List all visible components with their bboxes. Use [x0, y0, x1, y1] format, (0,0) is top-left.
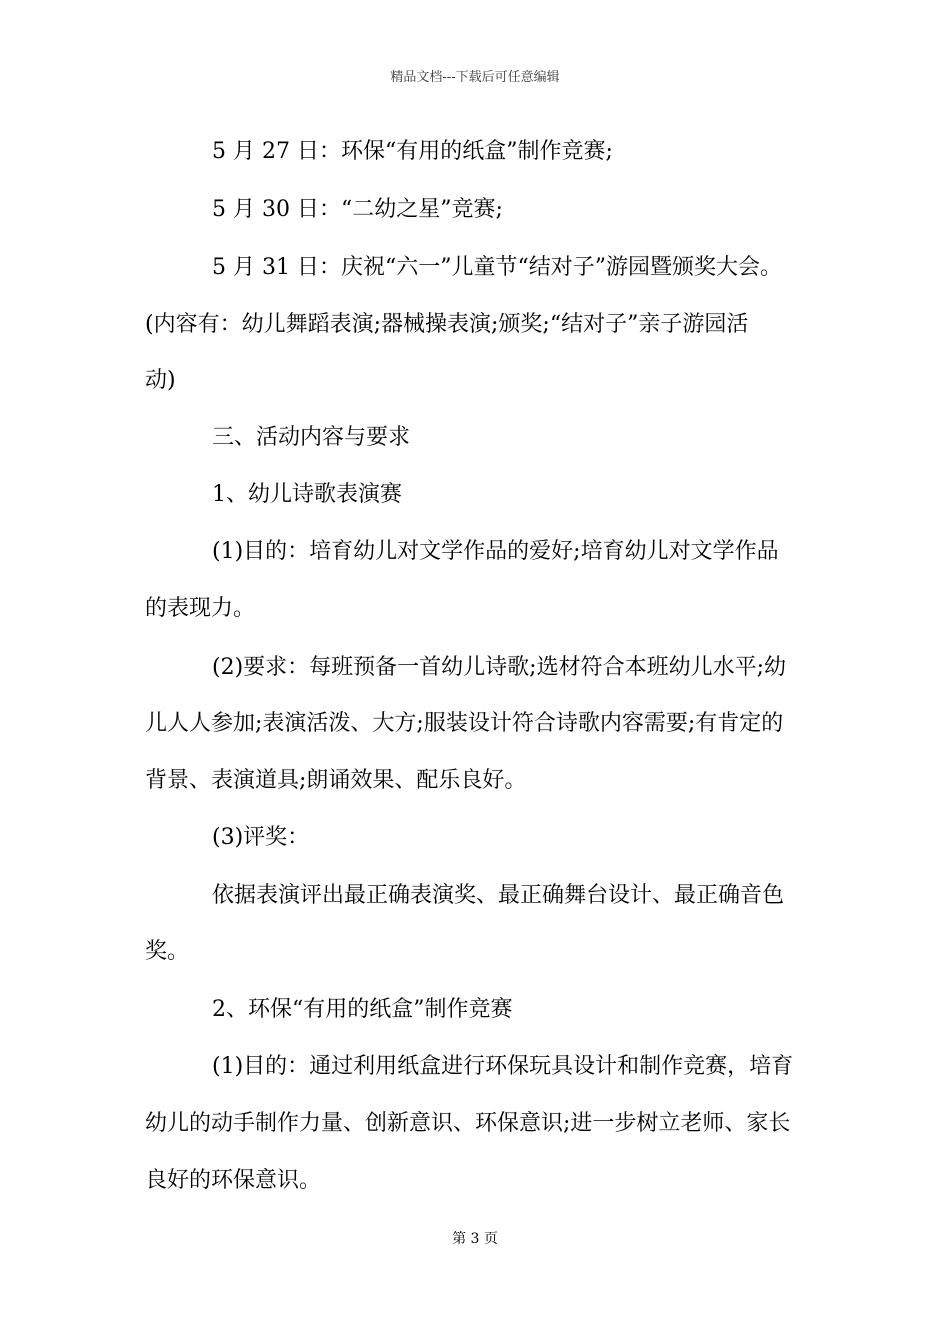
poetry-award-heading: (3)评奖： — [212, 825, 310, 850]
poetry-purpose-line-1: (1)目的：培育幼儿对文学作品的爱好;培育幼儿对文学作品 — [212, 539, 779, 564]
box-purpose-line-1: (1)目的：通过利用纸盒进行环保玩具设计和制作竞赛，培育 — [212, 1054, 794, 1079]
poetry-requirement-line-3: 背景、表演道具;朗诵效果、配乐良好。 — [145, 768, 527, 793]
schedule-content-line-1: (内容有：幼儿舞蹈表演;器械操表演;颁奖;“结对子”亲子游园活 — [145, 312, 749, 337]
page-number: 第 3 页 — [452, 1231, 498, 1247]
section-heading-3: 三、活动内容与要求 — [212, 425, 411, 450]
poetry-award-line-1: 依据表演评出最正确表演奖、最正确舞台设计、最正确音色 — [212, 883, 785, 908]
poetry-award-line-2: 奖。 — [145, 939, 190, 964]
subsection-heading-2: 2、环保“有用的纸盒”制作竞赛 — [212, 997, 513, 1022]
schedule-may-31: 5 月 31 日：庆祝“六一”儿童节“结对子”游园暨颁奖大会。 — [212, 255, 782, 280]
poetry-requirement-line-2: 儿人人参加;表演活泼、大方;服装设计符合诗歌内容需要;有肯定的 — [145, 711, 784, 736]
schedule-may-30: 5 月 30 日：“二幼之星”竞赛; — [212, 197, 503, 222]
schedule-content-line-2: 动) — [145, 368, 176, 393]
box-purpose-line-3: 良好的环保意识。 — [145, 1168, 322, 1193]
schedule-may-27: 5 月 27 日：环保“有用的纸盒”制作竞赛; — [212, 139, 613, 164]
poetry-requirement-line-1: (2)要求：每班预备一首幼儿诗歌;选材符合本班幼儿水平;幼 — [212, 655, 786, 680]
box-purpose-line-2: 幼儿的动手制作力量、创新意识、环保意识;进一步树立老师、家长 — [145, 1111, 791, 1136]
subsection-heading-1: 1、幼儿诗歌表演赛 — [212, 482, 402, 507]
poetry-purpose-line-2: 的表现力。 — [145, 596, 256, 621]
page-header: 精品文档---下载后可任意编辑 — [390, 70, 560, 85]
